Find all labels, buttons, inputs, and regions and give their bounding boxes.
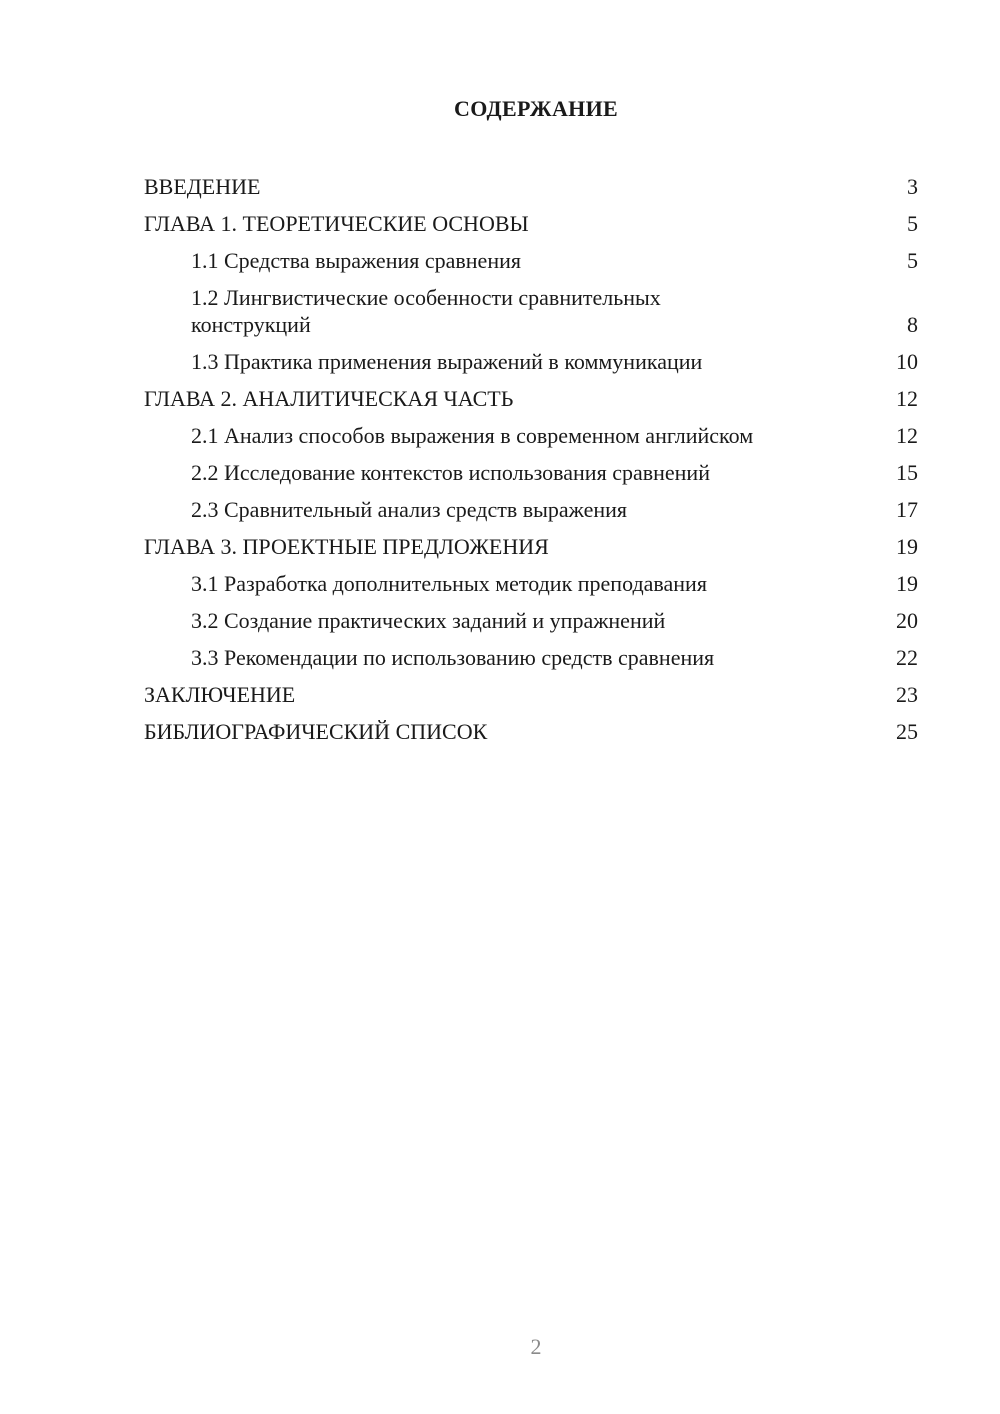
toc-entry-chapter-2[interactable] <box>144 380 918 417</box>
toc-entry-page: 19 <box>896 571 918 596</box>
toc-entry-page: 5 <box>907 211 918 236</box>
toc-entry-conclusion[interactable] <box>144 676 918 713</box>
page-title: СОДЕРЖАНИЕ <box>454 96 618 121</box>
toc-entry-label: 3.1 Разработка дополнительных методик преподавания <box>191 571 707 596</box>
toc-entry-section-3-2[interactable] <box>144 602 918 639</box>
page-number: 2 <box>530 1334 542 1359</box>
toc-entry-label: 3.3 Рекомендации по использованию средств сравнения <box>191 645 715 670</box>
toc-entry-label: 1.3 Практика применения выражений в коммуникации <box>191 349 703 374</box>
toc-entry-page: 12 <box>896 386 918 411</box>
toc-entry-label: 2.3 Сравнительный анализ средств выражения <box>191 497 628 522</box>
toc-entry-label: 1.1 Средства выражения сравнения <box>191 248 521 273</box>
toc-entry-label: 1.2 Лингвистические особенности сравнительных конструкций <box>191 285 661 337</box>
toc-entry-page: 20 <box>896 608 918 633</box>
toc-entry-label: БИБЛИОГРАФИЧЕСКИЙ СПИСОК <box>144 719 488 744</box>
toc-entry-label: ГЛАВА 3. ПРОЕКТНЫЕ ПРЕДЛОЖЕНИЯ <box>144 534 549 559</box>
toc-entry-page: 15 <box>896 460 918 485</box>
toc-entry-bibliography[interactable] <box>144 713 918 750</box>
toc-entry-page: 17 <box>896 497 918 522</box>
toc-entry-page: 19 <box>896 534 918 559</box>
toc-entry-label: ГЛАВА 2. АНАЛИТИЧЕСКАЯ ЧАСТЬ <box>144 386 514 411</box>
toc-entry-chapter-3[interactable] <box>144 528 918 565</box>
toc-entry-section-3-3[interactable] <box>144 639 918 676</box>
toc-entry-page: 12 <box>896 423 918 448</box>
toc-entry-label: 2.1 Анализ способов выражения в современном английском <box>191 423 754 448</box>
toc-entry-label: 2.2 Исследование контекстов использования сравнений <box>191 460 710 485</box>
toc-entry-page: 25 <box>896 719 918 744</box>
toc-entry-chapter-1[interactable] <box>144 205 918 242</box>
toc-entry-page: 3 <box>907 174 918 199</box>
toc-entry-introduction[interactable] <box>144 168 918 205</box>
toc-entry-page: 23 <box>896 682 918 707</box>
toc-entry-label: 3.2 Создание практических заданий и упражнений <box>191 608 666 633</box>
toc-entry-section-2-1[interactable] <box>144 417 918 454</box>
toc-entry-section-2-3[interactable] <box>144 491 918 528</box>
toc-entry-label: ВВЕДЕНИЕ <box>144 174 261 199</box>
toc-entry-section-1-1[interactable] <box>144 242 918 279</box>
toc-entry-label: ЗАКЛЮЧЕНИЕ <box>144 682 296 707</box>
table-of-contents <box>144 168 918 750</box>
toc-entry-section-3-1[interactable] <box>144 565 918 602</box>
toc-entry-page: 10 <box>896 349 918 374</box>
toc-entry-section-2-2[interactable] <box>144 454 918 491</box>
toc-entry-section-1-2[interactable] <box>144 279 918 343</box>
toc-entry-label: ГЛАВА 1. ТЕОРЕТИЧЕСКИЕ ОСНОВЫ <box>144 211 529 236</box>
toc-entry-page: 22 <box>896 645 918 670</box>
toc-entry-page: 8 <box>907 312 918 337</box>
toc-entry-section-1-3[interactable] <box>144 343 918 380</box>
toc-entry-page: 5 <box>907 248 918 273</box>
